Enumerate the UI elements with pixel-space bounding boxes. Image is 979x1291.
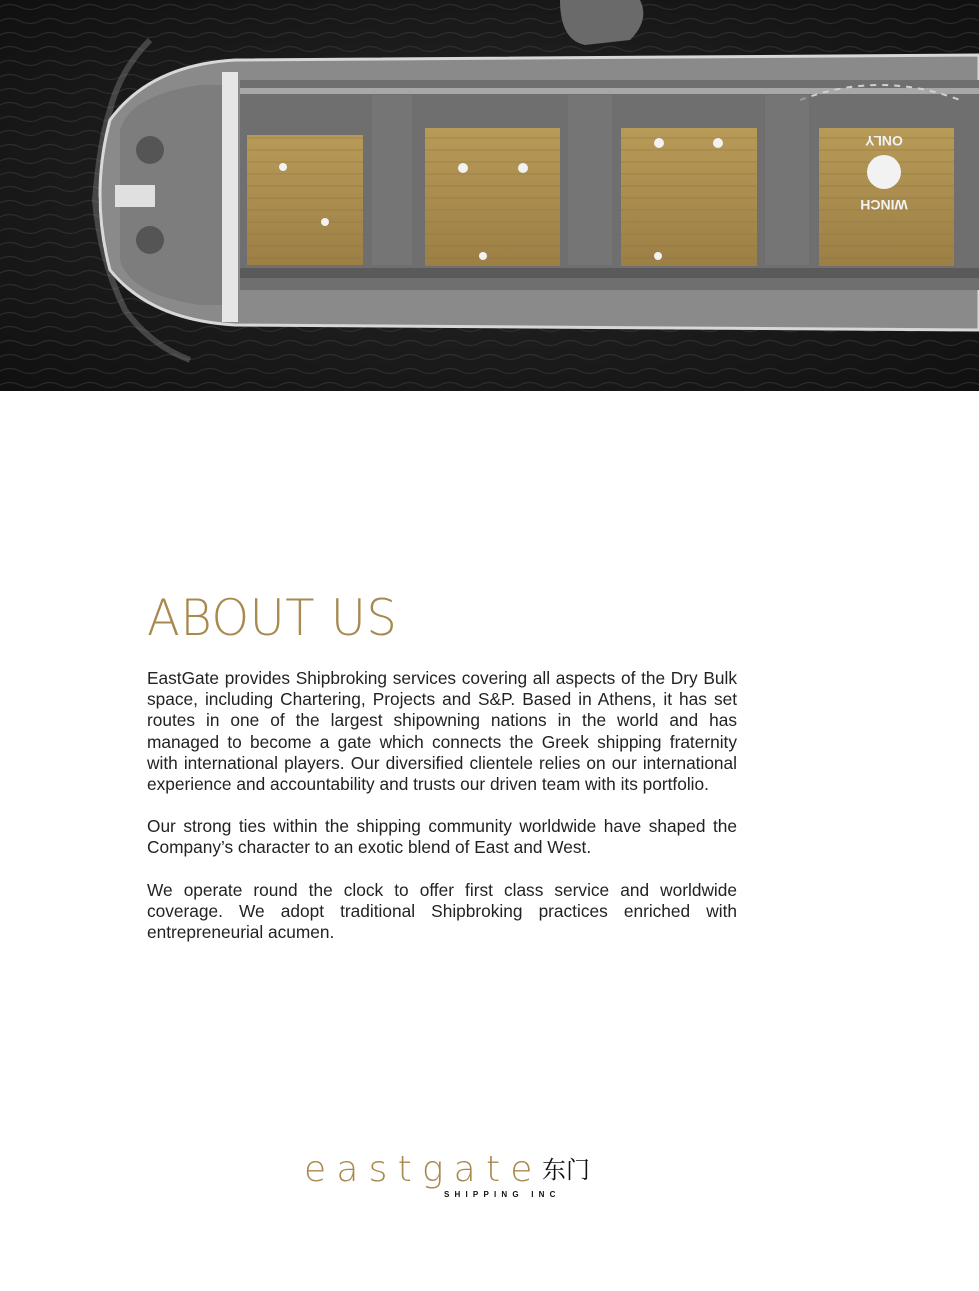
about-section (147, 590, 737, 943)
logo-chinese-mark: 东门 (542, 1156, 590, 1184)
about-heading: ABOUT US (147, 589, 398, 647)
hatch-label-winch: WINCH (860, 197, 908, 213)
eastgate-logo (304, 1150, 594, 1210)
hero-ship-photo (0, 0, 979, 391)
hatch-label-only: ONLY (865, 133, 903, 149)
about-paragraph-2: Our strong ties within the shipping community worldwide have shaped the Company’s character to an exotic blend of East and West. (147, 816, 737, 858)
logo-wordmark: eastgate (304, 1149, 543, 1190)
about-paragraph-3: We operate round the clock to offer first class service and worldwide coverage. We adopt traditional Shipbroking practices enriched with entrepreneurial acumen. (147, 879, 737, 943)
about-paragraph-1: EastGate provides Shipbroking services covering all aspects of the Dry Bulk space, including Chartering, Projects and S&P. Based in Athens, it has set routes in one of the largest shipowning nations in the world and has managed to become a gate which connects the Greek shipping fraternity with international players. Our diversified clientele relies on our international experience and accountability and trusts our driven team with its portfolio. (147, 668, 737, 795)
logo-subtitle: SHIPPING INC (444, 1190, 561, 1199)
